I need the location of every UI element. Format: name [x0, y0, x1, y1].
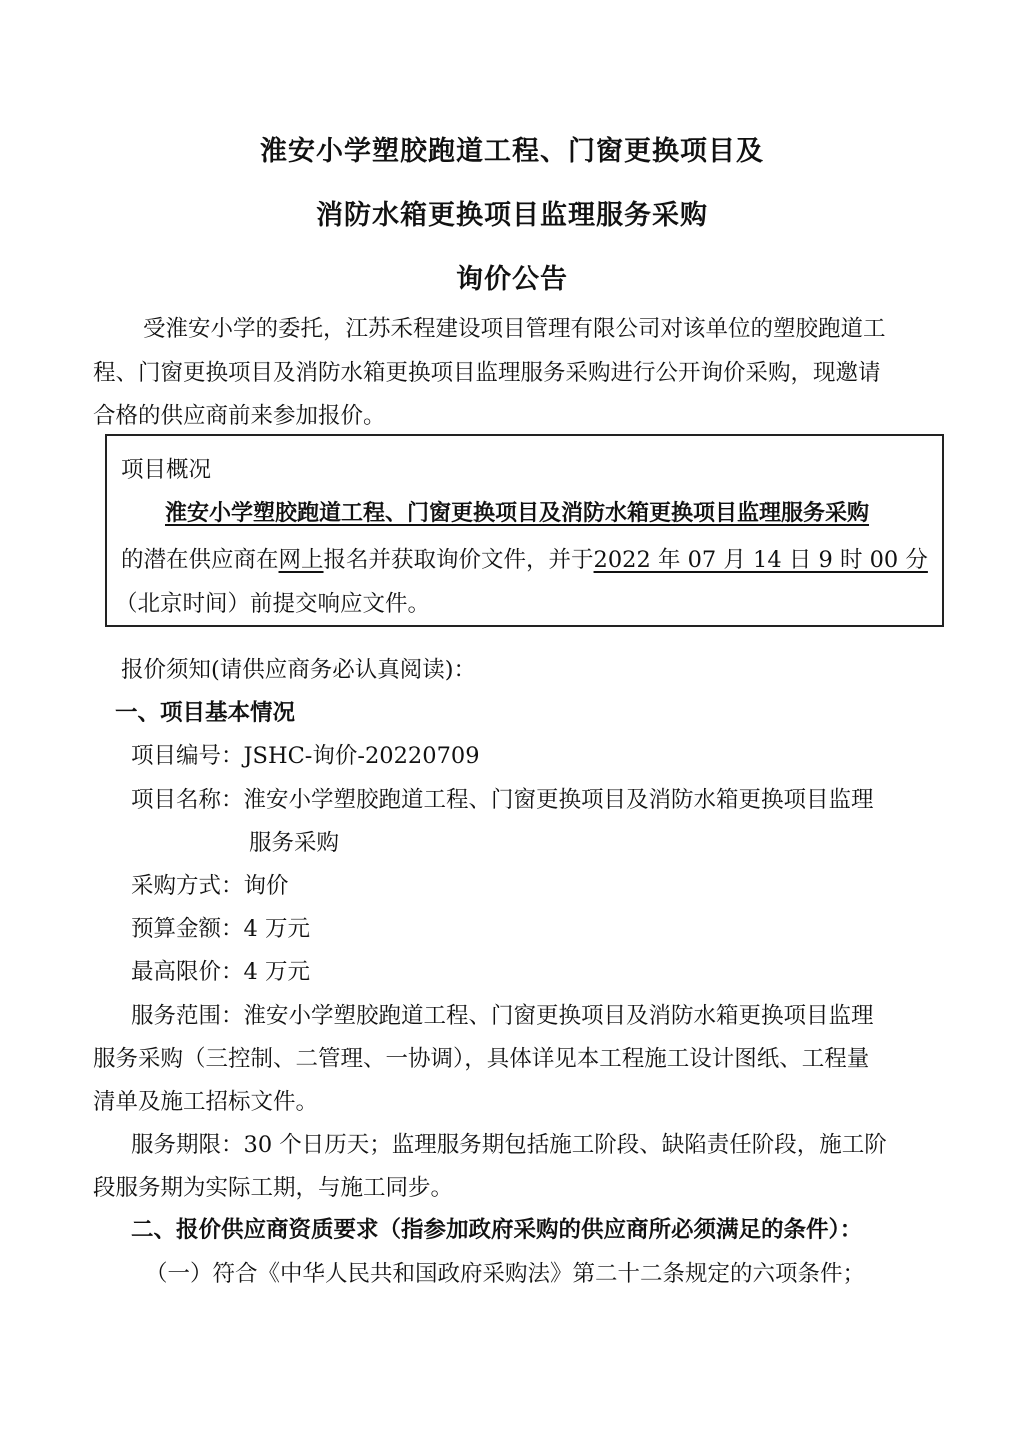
- title-line-2: 消防水箱更换项目监理服务采购: [316, 200, 708, 231]
- method-label: 采购方式：: [131, 873, 244, 899]
- section2-heading: 二、报价供应商资质要求（指参加政府采购的供应商所必须满足的条件）：: [131, 1217, 863, 1243]
- budget-value: 4 万元: [243, 916, 310, 942]
- project-name-value: 淮安小学塑胶跑道工程、门窗更换项目及消防水箱更换项目监理: [243, 787, 874, 813]
- overview-deadline: 2022 年 07 月 14 日 9 时 00 分: [593, 547, 928, 573]
- service-scope-2: 服务采购（三控制、二管理、一协调），具体详见本工程施工设计图纸、工程量: [93, 1046, 870, 1072]
- intro-line-3: 合格的供应商前来参加报价。: [93, 403, 386, 429]
- method-value: 询价: [243, 873, 289, 899]
- overview-heading: 项目概况: [121, 457, 212, 483]
- project-name-label: 项目名称：: [131, 787, 244, 813]
- title-line-3: 询价公告: [456, 264, 568, 295]
- intro-line-2: 程、门窗更换项目及消防水箱更换项目监理服务采购进行公开询价采购，现邀请: [93, 360, 881, 386]
- service-period-2: 段服务期为实际工期，与施工同步。: [93, 1175, 454, 1201]
- section2-item-1: （一）符合《中华人民共和国政府采购法》第二十二条规定的六项条件；: [145, 1261, 866, 1287]
- service-scope-1: 服务范围：淮安小学塑胶跑道工程、门窗更换项目及消防水箱更换项目监理: [131, 1003, 874, 1029]
- max-price-value: 4 万元: [243, 959, 310, 985]
- notice-line: 报价须知(请供应商务必认真阅读)：: [121, 657, 477, 683]
- overview-line-3: （北京时间）前提交响应文件。: [115, 591, 431, 617]
- title-line-1: 淮安小学塑胶跑道工程、门窗更换项目及: [260, 136, 764, 167]
- max-price: [131, 957, 310, 987]
- project-number: [131, 741, 480, 771]
- procurement-method: [131, 871, 289, 901]
- project-name-cont: 服务采购: [249, 830, 340, 856]
- overview-text-a: 的潜在供应商在: [121, 547, 279, 573]
- overview-line-2: [121, 545, 928, 575]
- overview-online: 网上: [278, 547, 324, 573]
- service-period-1: 服务期限：30 个日历天；监理服务期包括施工阶段、缺陷责任阶段，施工阶: [131, 1132, 887, 1158]
- overview-project-name: 淮安小学塑胶跑道工程、门窗更换项目及消防水箱更换项目监理服务采购: [165, 501, 870, 526]
- budget-amount: [131, 914, 310, 944]
- service-scope-3: 清单及施工招标文件。: [93, 1089, 319, 1115]
- intro-line-1: 受淮安小学的委托，江苏禾程建设项目管理有限公司对该单位的塑胶跑道工: [143, 316, 886, 342]
- project-number-value: JSHC-询价-20220709: [243, 743, 480, 769]
- budget-label: 预算金额：: [131, 916, 244, 942]
- max-price-label: 最高限价：: [131, 959, 244, 985]
- section1-heading: 一、项目基本情况: [115, 700, 296, 726]
- overview-text-b: 报名并获取询价文件，并于: [323, 547, 594, 573]
- project-name: [131, 785, 874, 815]
- project-number-label: 项目编号：: [131, 743, 244, 769]
